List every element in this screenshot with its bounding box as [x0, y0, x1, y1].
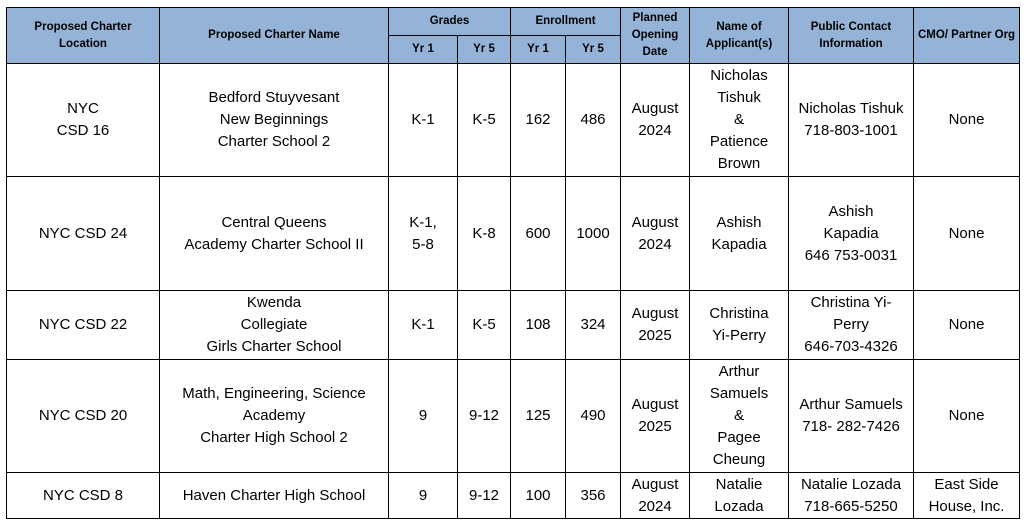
cell-contact: Nicholas Tishuk 718-803-1001 [789, 64, 914, 177]
cell-enroll-yr5: 490 [566, 360, 621, 473]
header-cmo: CMO/ Partner Org [914, 8, 1020, 64]
cell-grades-yr1: K-1 [389, 291, 458, 360]
header-grades-yr5: Yr 5 [458, 36, 511, 64]
charter-table [6, 7, 1020, 519]
cell-enroll-yr5: 356 [566, 473, 621, 519]
cell-enroll-yr5: 1000 [566, 177, 621, 291]
header-opening-date: Planned Opening Date [621, 8, 690, 64]
cell-name: Math, Engineering, Science Academy Charter High School 2 [160, 360, 389, 473]
cell-opening: August 2024 [621, 64, 690, 177]
cell-grades-yr5: K-5 [458, 64, 511, 177]
cell-opening: August 2025 [621, 360, 690, 473]
cell-enroll-yr1: 108 [511, 291, 566, 360]
cell-grades-yr5: 9-12 [458, 360, 511, 473]
header-contact: Public Contact Information [789, 8, 914, 64]
cell-applicant: Nicholas Tishuk & Patience Brown [690, 64, 789, 177]
table-row [7, 177, 1020, 291]
header-enrollment: Enrollment [511, 8, 621, 36]
cell-location: NYC CSD 16 [7, 64, 160, 177]
cell-applicant: Ashish Kapadia [690, 177, 789, 291]
cell-cmo: East Side House, Inc. [914, 473, 1020, 519]
cell-contact: Christina Yi- Perry 646-703-4326 [789, 291, 914, 360]
cell-grades-yr1: 9 [389, 473, 458, 519]
cell-name: Central Queens Academy Charter School II [160, 177, 389, 291]
cell-location: NYC CSD 20 [7, 360, 160, 473]
cell-cmo: None [914, 360, 1020, 473]
table-row [7, 291, 1020, 360]
cell-opening: August 2025 [621, 291, 690, 360]
table-row [7, 360, 1020, 473]
cell-cmo: None [914, 64, 1020, 177]
cell-cmo: None [914, 291, 1020, 360]
cell-enroll-yr1: 600 [511, 177, 566, 291]
cell-cmo: None [914, 177, 1020, 291]
cell-enroll-yr5: 486 [566, 64, 621, 177]
header-enrollment-yr5: Yr 5 [566, 36, 621, 64]
cell-enroll-yr5: 324 [566, 291, 621, 360]
cell-opening: August 2024 [621, 473, 690, 519]
cell-applicant: Arthur Samuels & Pagee Cheung [690, 360, 789, 473]
header-row-top [7, 8, 1020, 36]
cell-name: Kwenda Collegiate Girls Charter School [160, 291, 389, 360]
cell-location: NYC CSD 8 [7, 473, 160, 519]
cell-name: Haven Charter High School [160, 473, 389, 519]
table-row [7, 64, 1020, 177]
cell-grades-yr5: K-5 [458, 291, 511, 360]
header-grades: Grades [389, 8, 511, 36]
table-row [7, 473, 1020, 519]
header-name: Proposed Charter Name [160, 8, 389, 64]
cell-grades-yr1: K-1 [389, 64, 458, 177]
cell-location: NYC CSD 24 [7, 177, 160, 291]
cell-grades-yr1: K-1, 5-8 [389, 177, 458, 291]
cell-name: Bedford Stuyvesant New Beginnings Charter School 2 [160, 64, 389, 177]
header-applicant: Name of Applicant(s) [690, 8, 789, 64]
cell-applicant: Christina Yi-Perry [690, 291, 789, 360]
cell-contact: Ashish Kapadia 646 753-0031 [789, 177, 914, 291]
header-location: Proposed Charter Location [7, 8, 160, 64]
cell-opening: August 2024 [621, 177, 690, 291]
header-enrollment-yr1: Yr 1 [511, 36, 566, 64]
cell-contact: Arthur Samuels 718- 282-7426 [789, 360, 914, 473]
cell-location: NYC CSD 22 [7, 291, 160, 360]
cell-grades-yr1: 9 [389, 360, 458, 473]
cell-grades-yr5: K-8 [458, 177, 511, 291]
cell-enroll-yr1: 125 [511, 360, 566, 473]
cell-applicant: Natalie Lozada [690, 473, 789, 519]
cell-grades-yr5: 9-12 [458, 473, 511, 519]
header-grades-yr1: Yr 1 [389, 36, 458, 64]
cell-enroll-yr1: 162 [511, 64, 566, 177]
cell-enroll-yr1: 100 [511, 473, 566, 519]
cell-contact: Natalie Lozada 718-665-5250 [789, 473, 914, 519]
